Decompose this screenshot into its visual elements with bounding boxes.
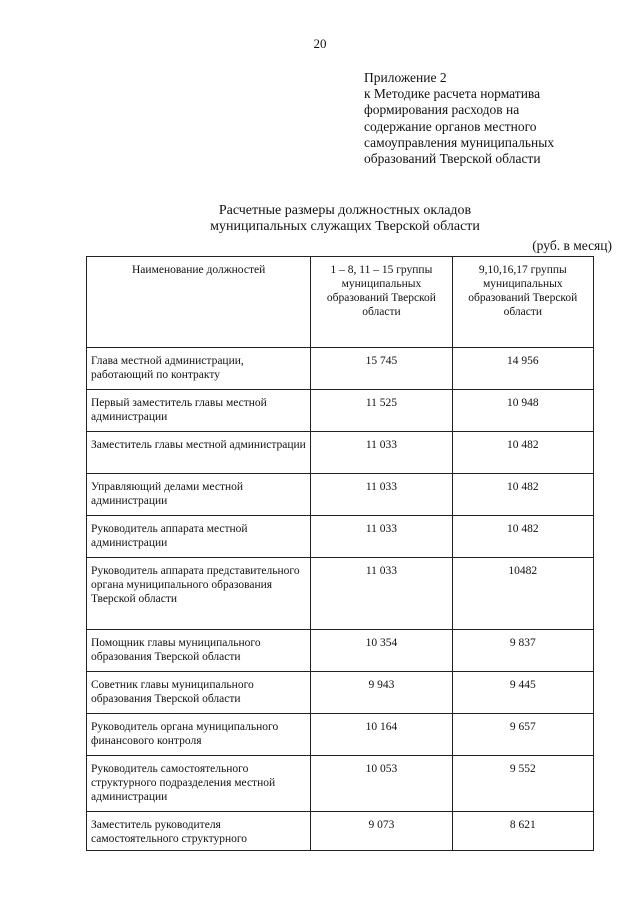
cell-position: Заместитель главы местной администрации [87,432,311,474]
table-row [87,630,594,672]
page-number: 20 [313,36,327,51]
cell-group2: 9 445 [452,672,593,714]
cell-position: Первый заместитель главы местной администрации [87,390,311,432]
table-row [87,348,594,390]
cell-group1: 9 943 [311,672,452,714]
cell-group1: 15 745 [311,348,452,390]
cell-group1: 11 033 [311,516,452,558]
table-row [87,756,594,812]
appendix-block [364,70,624,167]
cell-group2: 9 837 [452,630,593,672]
table-row [87,714,594,756]
header-group2: 9,10,16,17 группы муниципальных образований Тверской области [452,257,593,348]
cell-position: Руководитель аппарата местной администрации [87,516,311,558]
title-line: Расчетные размеры должностных окладов [218,203,472,218]
cell-group1: 11 525 [311,390,452,432]
cell-position: Помощник главы муниципального образования Тверской области [87,630,311,672]
appendix-line: содержание органов местного [364,118,537,134]
cell-group2: 8 621 [452,812,593,851]
table-row [87,672,594,714]
cell-group1: 11 033 [311,474,452,516]
cell-position: Руководитель самостоятельного структурного подразделения местной администрации [87,756,311,812]
cell-group2: 10 482 [452,516,593,558]
table-row [87,474,594,516]
cell-group2: 9 552 [452,756,593,812]
appendix-line: формирования расходов на [364,102,520,118]
cell-group1: 10 053 [311,756,452,812]
appendix-line: к Методике расчета норматива [364,86,541,102]
cell-group2: 10 948 [452,390,593,432]
cell-group1: 9 073 [311,812,452,851]
cell-group1: 11 033 [311,432,452,474]
cell-group2: 10 482 [452,474,593,516]
appendix-line: самоуправления муниципальных [364,134,555,150]
salary-table [86,256,594,851]
table-row [87,390,594,432]
cell-position: Управляющий делами местной администрации [87,474,311,516]
cell-group1: 10 164 [311,714,452,756]
table-row [87,516,594,558]
table-header-row [87,257,594,348]
table-row [87,812,594,851]
cell-position: Глава местной администрации, работающий по контракту [87,348,311,390]
cell-position: Руководитель аппарата представительного органа муниципального образования Тверской области [87,558,311,630]
unit-label: (руб. в месяц) [532,238,612,253]
header-group1: 1 – 8, 11 – 15 группы муниципальных образований Тверской области [311,257,452,348]
cell-group2: 10 482 [452,432,593,474]
cell-position: Советник главы муниципального образования Тверской области [87,672,311,714]
header-position: Наименование должностей [87,257,311,348]
cell-position: Руководитель органа муниципального финансового контроля [87,714,311,756]
cell-group1: 10 354 [311,630,452,672]
cell-group1: 11 033 [311,558,452,630]
appendix-line: образований Тверской области [364,151,541,167]
table-row [87,432,594,474]
cell-group2: 10482 [452,558,593,630]
cell-group2: 14 956 [452,348,593,390]
document-title [80,203,610,235]
title-line: муниципальных служащих Тверской области [210,219,480,234]
appendix-line: Приложение 2 [364,70,447,85]
cell-position: Заместитель руководителя самостоятельного структурного [87,812,311,851]
cell-group2: 9 657 [452,714,593,756]
table-row [87,558,594,630]
